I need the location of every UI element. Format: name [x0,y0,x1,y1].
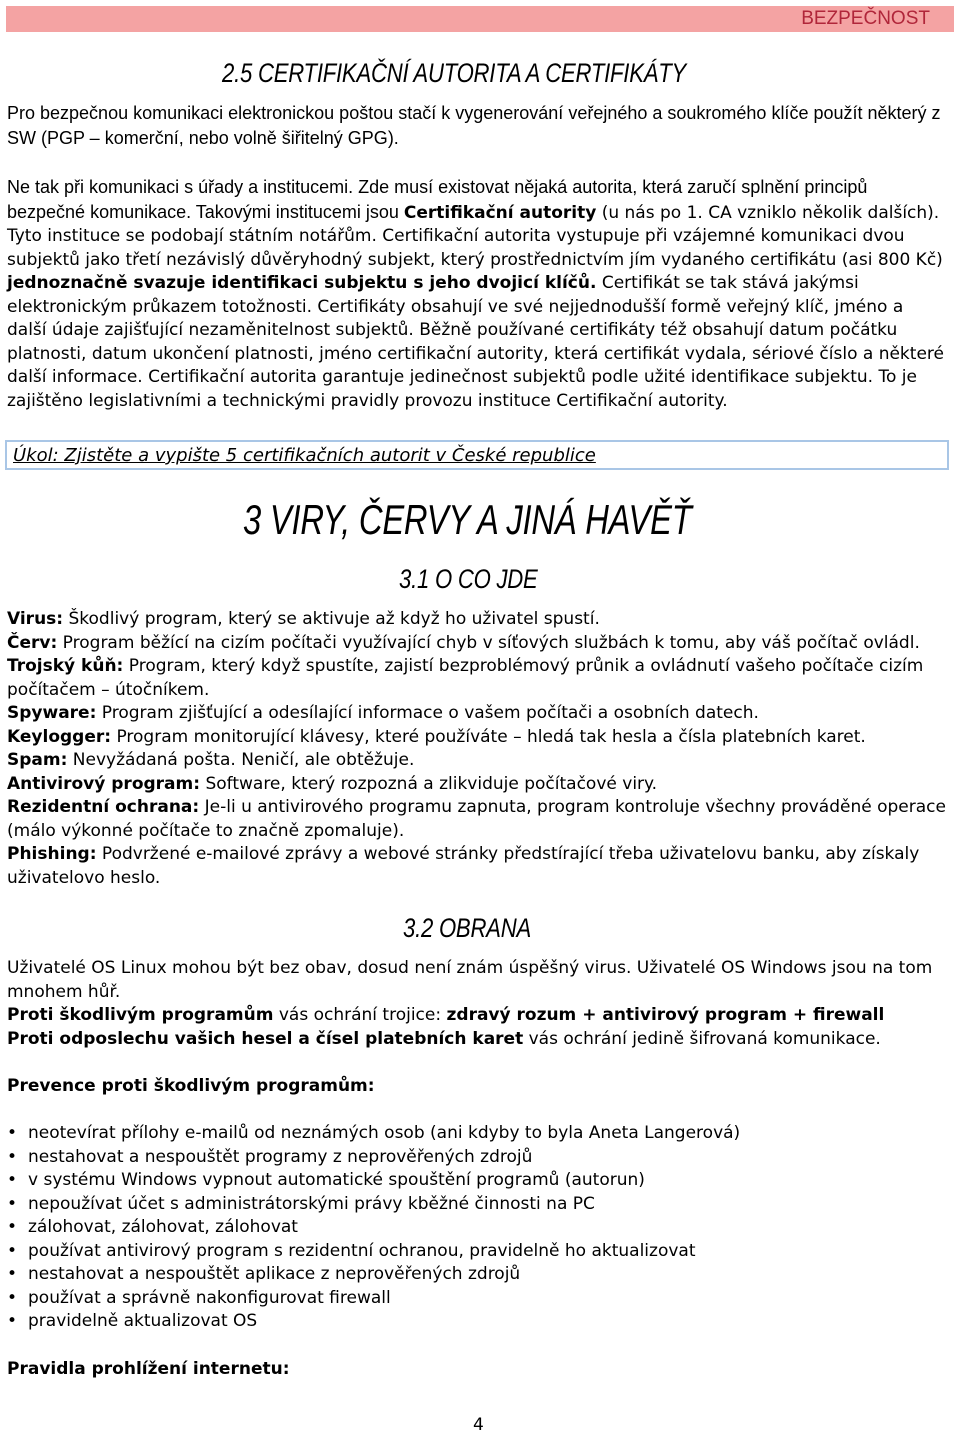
term-definition: Je-li u antivirového programu zapnuta, program kontroluje všechny prováděné operace (málo výkonné počítače to značně zpomaluje). [7,797,946,841]
list-item: • zálohovat, zálohovat, zálohovat [7,1216,947,1240]
eavesdrop-protection-rest: vás ochrání jedině šifrovaná komunikace. [523,1028,881,1049]
terms-list [7,608,947,890]
paragraph-2-text-e: Certifikát se tak stává jakýmsi elektronickým průkazem totožnosti. Certifikáty obsahují ve své nejjednodušší formě veřejný klíč, jméno a další údaje zajišťující nezaměnitelnost subjektů. Běžně používané certifikáty též obsahují datum počátku platnosti, datum ukončení platnosti, jméno certifikační autority, která certifikát vydala, sériové číslo a některé další informace. Certifikační autorita garantuje jedinečnost subjektů podle užité identifikace subjektu. To je zajištěno legislativními a technickými pravidly provozu instituce Certifikační autority. [7,273,944,411]
eavesdrop-protection-line [7,1028,947,1052]
term-row [7,632,947,656]
term-label: Keylogger: [7,726,112,747]
term-definition: Program běžící na cizím počítači využívající chyb v síťových službách k tomu, aby váš počítač ovládl. [57,632,920,653]
term-label: Červ: [7,632,58,653]
page-number: 4 [473,1415,484,1435]
malware-protection-trio: zdravý rozum + antivirový program + firewall [446,1005,885,1025]
list-item: • nestahovat a nespouštět aplikace z neprověřených zdrojů [7,1263,947,1287]
eavesdrop-protection-lead: Proti odposlechu vašich hesel a čísel platebních karet [7,1028,524,1049]
term-row [7,726,947,750]
header-section-label: BEZPEČNOST [801,8,930,29]
term-row [7,655,947,702]
chapter-3-title: 3 VIRY, ČERVY A JINÁ HAVĚŤ [243,496,692,543]
paragraph-2-text-a: Ne tak při komunikaci s úřady a institucemi. Zde musí existovat nějaká autorita, která zaručí splnění principů bezpečné komunikace. Takovými institucemi jsou [7,177,868,222]
prevence-heading [7,1075,947,1099]
paragraph-2-text-c: (u nás po 1. CA vzniklo několik dalších). Tyto instituce se podobají státním notářům. Certifikační autorita vystupuje při vzájemné komunikaci dvou subjektů jako třetí nezávislý důvěryhodný subjekt, který prostřednictvím jím vydaného certifikátu (asi 800 Kč) [7,202,943,270]
term-definition: Nevyžádaná pošta. Neničí, ale obtěžuje. [67,750,415,770]
linux-windows-paragraph: Uživatelé OS Linux mohou být bez obav, dosud není znám úspěšný virus. Uživatelé OS Windows jsou na tom mnohem hůř. [7,958,933,1002]
section-3-2-title: 3.2 OBRANA [403,913,531,943]
pravidla-title: Pravidla prohlížení internetu: [7,1359,290,1379]
prevence-list [7,1122,947,1334]
section-2-5-title: 2.5 CERTIFIKAČNÍ AUTORITA A CERTIFIKÁTY [222,58,687,88]
paragraph-2-bold-ca: Certifikační autority [403,202,597,223]
term-label: Phishing: [7,844,97,864]
term-definition: Program, který když spustíte, zajistí bezproblémový průnik a ovládnutí vašeho počítače cizím počítačem – útočníkem. [7,656,924,700]
paragraph-1-text: Pro bezpečnou komunikaci elektronickou poštou stačí k vygenerování veřejného a soukromého klíče použít některý z SW (PGP – komerční, nebo volně šiřitelný GPG). [7,103,941,148]
term-row [7,749,947,773]
section-3-1-title: 3.1 O CO JDE [399,564,538,594]
term-definition: Škodlivý program, který se aktivuje až když ho uživatel spustí. [63,609,600,629]
pravidla-heading [7,1358,947,1382]
term-row [7,843,947,890]
section-3-2-body [7,957,947,1051]
term-definition: Program monitorující klávesy, které používáte – hledá tak hesla a čísla platebních karet. [111,726,866,747]
list-item: • používat antivirový program s rezidentní ochranou, pravidelně ho aktualizovat [7,1240,947,1264]
list-item: • neotevírat přílohy e-mailů od neznámých osob (ani kdyby to byla Aneta Langerová) [7,1122,947,1146]
list-item: • nestahovat a nespouštět programy z neprověřených zdrojů [7,1146,947,1170]
list-item: • nepoužívat účet s administrátorskými právy kběžné činnosti na PC [7,1193,947,1217]
term-definition: Software, který rozpozná a zlikviduje počítačové viry. [200,773,658,794]
term-definition: Podvržené e-mailové zprávy a webové stránky předstírající třeba uživatelovu banku, aby získaly uživatelovo heslo. [7,844,920,888]
section-2-5-paragraph-1 [7,102,947,151]
prevence-list-block [7,1122,947,1334]
term-row [7,702,947,726]
term-label: Spyware: [7,703,97,723]
term-row [7,796,947,843]
list-item: • používat a správně nakonfigurovat firewall [7,1287,947,1311]
term-row [7,608,947,632]
section-2-5-paragraph-2 [7,176,947,413]
term-definition: Program zjišťující a odesílající informace o vašem počítači a osobních datech. [96,703,759,723]
term-label: Rezidentní ochrana: [7,797,200,817]
malware-protection-mid: vás ochrání trojice: [273,1005,447,1025]
malware-protection-lead: Proti škodlivým programům [7,1005,274,1025]
term-label: Spam: [7,750,68,770]
term-label: Trojský kůň: [7,656,124,676]
list-item: • pravidelně aktualizovat OS [7,1310,947,1334]
paragraph-2-bold-binding: jednoznačně svazuje identifikaci subjektu s jeho dvojicí klíčů. [7,273,597,293]
list-item: • v systému Windows vypnout automatické spouštění programů (autorun) [7,1169,947,1193]
malware-protection-line [7,1004,947,1028]
task-text: Úkol: Zjistěte a vypište 5 certifikačních autorit v České republice [13,445,596,466]
prevence-title: Prevence proti škodlivým programům: [7,1076,375,1096]
task-box [5,440,949,470]
term-label: Virus: [7,609,64,629]
term-row [7,773,947,797]
term-label: Antivirový program: [7,773,201,794]
